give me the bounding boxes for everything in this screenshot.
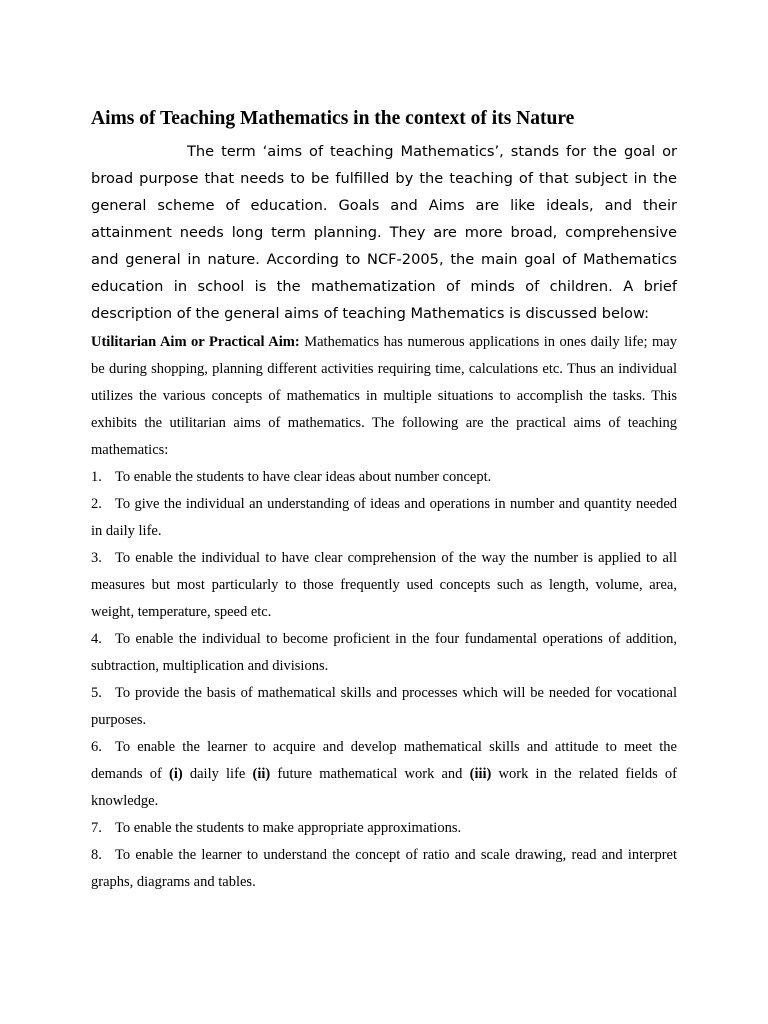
list-item-number: 3. bbox=[91, 550, 102, 566]
list-item-text: To enable the students to have clear ideas about number concept. bbox=[115, 469, 492, 485]
list-item bbox=[91, 626, 677, 680]
list-item-text: To provide the basis of mathematical skills and processes which will be needed for vocational purposes. bbox=[91, 685, 677, 728]
utilitarian-paragraph bbox=[91, 329, 677, 464]
utilitarian-text: Mathematics has numerous applications in ones daily life; may be during shopping, planning different activities requiring time, calculations etc. Thus an individual utilizes the various concepts of mathematics in multiple situations to accomplish the tasks. This exhibits the utilitarian aims of mathematics. The following are the practical aims of teaching mathematics: bbox=[91, 334, 677, 458]
list-item-text: To give the individual an understanding of ideas and operations in number and quantity needed in daily life. bbox=[91, 496, 677, 539]
list-item bbox=[91, 815, 677, 842]
list-item-text: future mathematical work and bbox=[270, 766, 470, 782]
list-item bbox=[91, 680, 677, 734]
list-item bbox=[91, 734, 677, 815]
list-item-text: To enable the individual to become proficient in the four fundamental operations of addition, subtraction, multiplication and divisions. bbox=[91, 631, 677, 674]
list-item bbox=[91, 464, 677, 491]
list-item-number: 7. bbox=[91, 820, 102, 836]
marker-ii: (ii) bbox=[252, 766, 271, 782]
list-item-text: To enable the learner to acquire and develop mathematical skills and attitude to meet the demands of bbox=[91, 739, 677, 782]
list-item-text: To enable the individual to have clear comprehension of the way the number is applied to all measures but most particularly to those frequently used concepts such as length, volume, area, weight, temperature, speed etc. bbox=[91, 550, 677, 620]
document-title: Aims of Teaching Mathematics in the context of its Nature bbox=[91, 108, 575, 129]
list-item-number: 1. bbox=[91, 469, 102, 485]
marker-i: (i) bbox=[168, 766, 183, 782]
list-item-number: 5. bbox=[91, 685, 102, 701]
list-item bbox=[91, 545, 677, 626]
marker-iii: (iii) bbox=[469, 766, 492, 782]
list-item-number: 4. bbox=[91, 631, 102, 647]
utilitarian-heading: Utilitarian Aim or Practical Aim: bbox=[91, 334, 300, 350]
list-item-number: 6. bbox=[91, 739, 102, 755]
list-item-text: work in the related fields of knowledge. bbox=[91, 766, 677, 809]
list-item bbox=[91, 491, 677, 545]
document-page bbox=[91, 106, 677, 896]
list-item-number: 8. bbox=[91, 847, 102, 863]
list-item-number: 2. bbox=[91, 496, 102, 512]
list-item bbox=[91, 842, 677, 896]
intro-paragraph: The term ‘aims of teaching Mathematics’, stands for the goal or broad purpose that needs to be fulfilled by the teaching of that subject in the general scheme of education. Goals and Aims are like ideals, and their attainment needs long term planning. They are more broad, comprehensive and general in nature. According to NCF-2005, the main goal of Mathematics education in school is the mathematization of minds of children. A brief description of the general aims of teaching Mathematics is discussed below: bbox=[91, 143, 677, 322]
list-item-text: To enable the learner to understand the concept of ratio and scale drawing, read and interpret graphs, diagrams and tables. bbox=[91, 847, 677, 890]
aims-list bbox=[91, 464, 677, 896]
list-item-text: To enable the students to make appropriate approximations. bbox=[115, 820, 462, 836]
list-item-text: daily life bbox=[182, 766, 253, 782]
